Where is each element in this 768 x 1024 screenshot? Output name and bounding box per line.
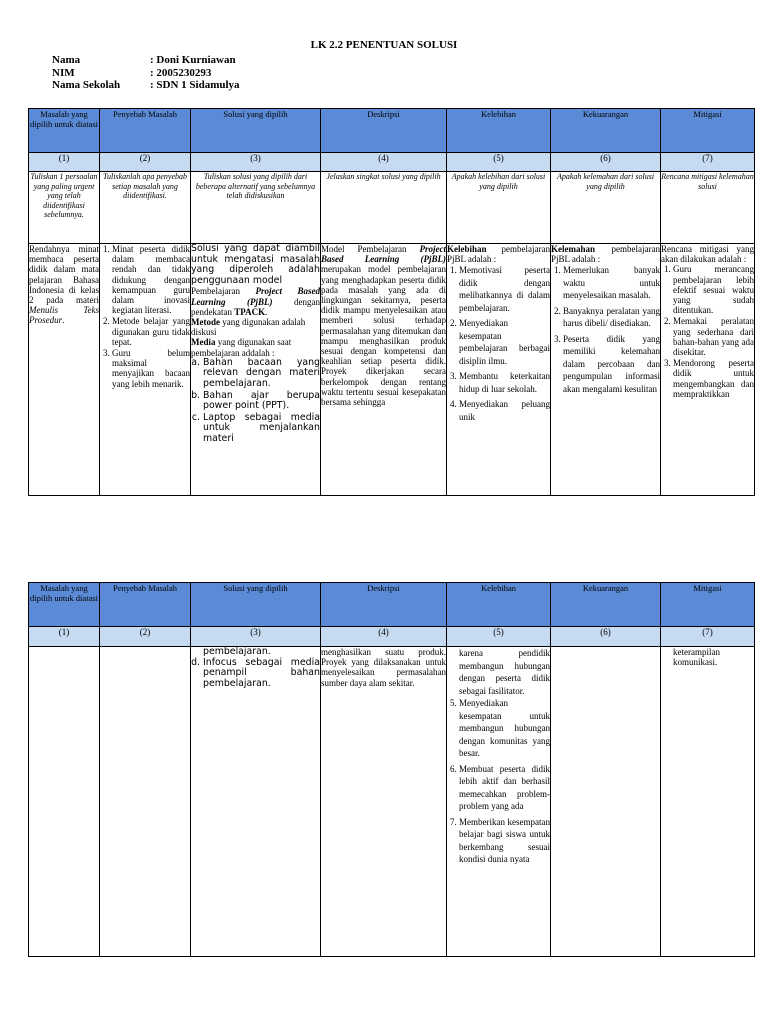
header-cell: Mitigasi [661, 109, 755, 153]
solusi-tpack-post: . [265, 306, 268, 317]
kelebihan-item: 1. Memotivasi peserta didik dengan melibatkannya di dalam pembelajaran. [459, 264, 550, 314]
column-number: (1) [29, 153, 100, 172]
identity-key: Nama [52, 54, 81, 66]
mitigasi-item: 2. Memakai peralatan yang sederhana dari bahan-bahan yang ada disekitar. [673, 316, 754, 357]
media-item: a. Bahan bacaan yang relevan dengan materi pembelajaran. [203, 358, 320, 390]
kelemahan-item: 2. Banyaknya peralatan yang harus dibeli/ disediakan. [563, 305, 660, 330]
deskripsi-cell [321, 244, 447, 496]
solusi-model-name: Project Based Learning (PjBL) [191, 286, 320, 307]
number-row [29, 627, 755, 647]
identity-row-nim [52, 67, 240, 80]
mitigasi-continued: keterampilan komunikasi. [673, 647, 720, 668]
content-row [29, 244, 755, 496]
solusi-tpack: TPACK [234, 306, 266, 317]
column-number: (2) [100, 627, 191, 647]
kelebihan-item: 7. Memberikan kesempatan belajar bagi siswa untuk berkembang sesuai kondisi dunia nyata [459, 816, 550, 866]
deskripsi-pre: Model Pembelajaran [321, 244, 420, 254]
header-cell: Penyebab Masalah [100, 583, 191, 627]
header-cell: Penyebab Masalah [100, 109, 191, 153]
kelemahan-item: 1. Memerlukan banyak waktu untuk menyelesaikan masalah. [563, 264, 660, 302]
solusi-continued: pembelajaran. [203, 646, 271, 657]
kelebihan-item: 3. Membantu keterkaitan hidup di luar sekolah. [459, 370, 550, 395]
mitigasi-cell [661, 647, 755, 957]
solusi-model-post: dengan pendekatan [191, 296, 320, 317]
solusi-cell [191, 244, 321, 496]
header-cell: Kelebihan [447, 109, 551, 153]
solusi-media [191, 337, 320, 357]
header-cell: Kelebihan [447, 583, 551, 627]
instruction-cell: Jelaskan singkat solusi yang dipilih [321, 172, 447, 244]
masalah-text: Rendahnya minat membaca peserta didik dalam mata pelajaran Bahasa Indonesia di kelas 2 pada materi [29, 244, 99, 306]
deskripsi-cell [321, 647, 447, 957]
mitigasi-item: 1. Guru merancang pembelajaran lebih efektif sesuai waktu yang sudah ditentukan. [673, 264, 754, 315]
media-item: c. Laptop sebagai media untuk menjalankan materi [203, 413, 320, 445]
kelemahan-intro-text: pembelajaran PjBL adalah : [551, 244, 660, 265]
identity-row-name [52, 54, 240, 67]
kelebihan-intro [447, 244, 550, 264]
instruction-cell: Apakah kelemahan dari solusi yang dipilih [551, 172, 661, 244]
media-text: yang digunakan saat pembelajaran addalah : [191, 337, 292, 358]
media-label: Media [191, 337, 216, 348]
identity-value: : 2005230293 [150, 66, 212, 79]
column-number: (6) [551, 627, 661, 647]
deskripsi-continued: menghasilkan suatu produk. Proyek yang dilaksanakan untuk menyelesaikan permasalahan sumber daya alam sekitar. [321, 647, 446, 688]
kelebihan-item: 4. Menyediakan peluang unik [459, 398, 550, 423]
header-cell: Mitigasi [661, 583, 755, 627]
instruction-cell: Tuliskanlah apa penyebab setiap masalah yang diidentifikasi. [100, 172, 191, 244]
solusi-model-pre: Pembelajaran [191, 286, 256, 297]
masalah-cell [29, 647, 100, 957]
media-item: d. Infocus sebagai media penampil bahan pembelajaran. [203, 658, 320, 690]
column-number: (6) [551, 153, 661, 172]
solusi-cell [191, 647, 321, 957]
kelemahan-item: 3. Peserta didik yang memiliki kelemahan dalam percobaan dan pengumpulan informasi akan mengalami kesulitan [563, 333, 660, 396]
header-cell: Solusi yang dipilih [191, 109, 321, 153]
deskripsi-text: merupakan model pembelajaran yang menghadapkan peserta didik pada masalah yang ada di lingkungan sekitarnya, peserta didik mampu menyelesaikan atau memberi solusi terhadap permasalahan yang ditemukan dan mampu menghasilkan produk sesuai dengan kompetensi dan keahlian setiap peserta didik. Proyek dikerjakan secara berkelompok dengan rentang waktu tertentu sesuai kesepakatan bersama sehingga [321, 264, 446, 408]
masalah-end: . [62, 315, 65, 326]
identity-key: NIM [52, 66, 75, 79]
kelebihan-continued: karena pendidik membangun hubungan dengan peserta didik sebagai fasilitator. [459, 648, 550, 696]
solution-table-page-1 [28, 108, 755, 496]
kelebihan-item: 2. Menyediakan kesempatan pembelajaran berbagai disiplin ilmu. [459, 317, 550, 367]
column-number: (5) [447, 627, 551, 647]
identity-value: : Doni Kurniawan [150, 54, 236, 66]
mitigasi-item: 3. Mendorong peserta didik untuk mengembangkan dan mempraktikkan [673, 358, 754, 399]
column-number: (3) [191, 153, 321, 172]
penyebab-item: 1. Minat peserta didik dalam membaca rendah dan tidak didukung dengan kemampuan guru dalam inovasi kegiatan literasi. [112, 244, 190, 315]
header-row [29, 109, 755, 153]
kekurangan-cell [551, 647, 661, 957]
identity-row-school [52, 79, 240, 92]
identity-key: Nama Sekolah [52, 79, 121, 91]
kelebihan-intro-text: pembelajaran PjBL adalah : [447, 244, 550, 265]
header-cell: Deskripsi [321, 583, 447, 627]
kelebihan-item: 6. Membuat peserta didik lebih aktif dan berhasil memecahkan problem-problem yang ada [459, 763, 550, 813]
header-cell: Masalah yang dipilih untuk diatasi [29, 583, 100, 627]
metode-label: Metode [191, 316, 220, 327]
media-item: b. Bahan ajar berupa power point (PPT). [203, 391, 320, 412]
header-cell: Deskripsi [321, 109, 447, 153]
deskripsi-model-name: Project Based Learning (PjBL) [321, 244, 446, 265]
metode-text: yang digunakan adalah diskusi [191, 316, 306, 338]
penyebab-item: 3. Guru belum maksimal menyajikan bacaan yang lebih menarik. [112, 348, 190, 389]
kelebihan-cell [447, 244, 551, 496]
solution-table-page-2 [28, 582, 755, 957]
number-row [29, 153, 755, 172]
header-cell: Masalah yang dipilih untuk diatasi [29, 109, 100, 153]
penyebab-cell [100, 647, 191, 957]
instruction-row [29, 172, 755, 244]
header-cell: Kekuarangan [551, 583, 661, 627]
column-number: (3) [191, 627, 321, 647]
column-number: (2) [100, 153, 191, 172]
column-number: (4) [321, 153, 447, 172]
penyebab-cell [100, 244, 191, 496]
document-title: LK 2.2 PENENTUAN SOLUSI [310, 39, 458, 51]
column-number: (7) [661, 153, 755, 172]
column-number: (1) [29, 627, 100, 647]
solusi-metode [191, 317, 320, 337]
instruction-cell: Apakah kelebihan dari solusi yang dipilih [447, 172, 551, 244]
identity-block [52, 54, 240, 92]
header-row [29, 583, 755, 627]
kelebihan-cell [447, 647, 551, 957]
column-number: (7) [661, 627, 755, 647]
identity-value: : SDN 1 Sidamulya [150, 79, 240, 91]
masalah-cell [29, 244, 100, 496]
header-cell: Kekuarangan [551, 109, 661, 153]
column-number: (5) [447, 153, 551, 172]
kelemahan-label: Kelemahan [551, 244, 595, 254]
solusi-model [191, 286, 320, 317]
instruction-cell: Tuliskan solusi yang dipilih dari beberapa alternatif yang sebelumnya telah didiskusikan [191, 172, 321, 244]
mitigasi-cell [661, 244, 755, 496]
mitigasi-intro: Rencana mitigasi yang akan dilakukan adalah : [661, 244, 754, 265]
instruction-cell: Tuliskan 1 persoalan yang paling urgent yang telah diidentifikasi sebelumnya. [29, 172, 100, 244]
masalah-topic: Menulis Teks Prosedur [29, 305, 99, 326]
kelebihan-label: Kelebihan [447, 244, 487, 254]
penyebab-item: 2. Metode belajar yang digunakan guru tidak tepat. [112, 316, 190, 347]
header-cell: Solusi yang dipilih [191, 583, 321, 627]
kelemahan-intro [551, 244, 660, 264]
solusi-intro: Solusi yang dapat diambil untuk mengatasi masalah yang diperoleh adalah penggunaan model [191, 244, 320, 286]
instruction-cell: Rencana mitigasi kelemahan solusi [661, 172, 755, 244]
column-number: (4) [321, 627, 447, 647]
content-row [29, 647, 755, 957]
kelebihan-item: 5. Menyediakan kesempatan untuk membangun hubungan dengan komunitas yang besar. [459, 697, 550, 760]
kekurangan-cell [551, 244, 661, 496]
